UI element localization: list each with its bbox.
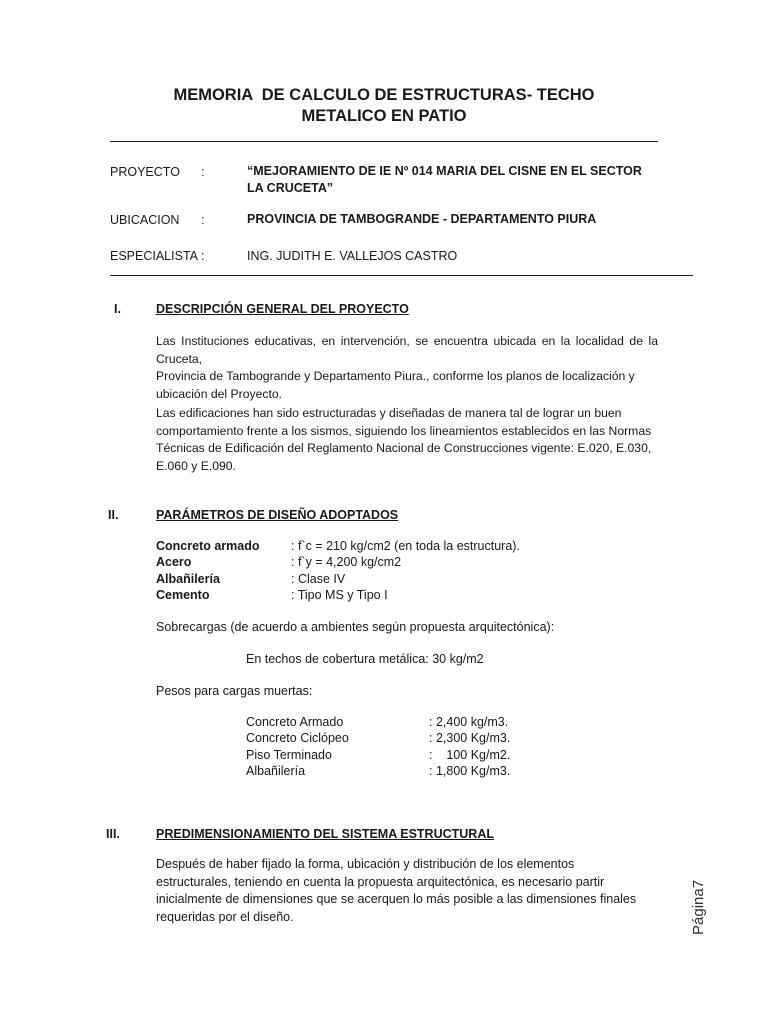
paragraph-line: Técnicas de Edificación del Reglamento Nacional de Construcciones vigente: E.020, E.030, [156, 441, 652, 455]
sobrecargas-intro: Sobrecargas (de acuerdo a ambientes según propuesta arquitectónica): [156, 620, 555, 634]
paragraph-line: E.060 y E.090. [156, 458, 236, 473]
document-title [110, 85, 658, 127]
section-3-paragraph [156, 856, 658, 926]
especialista-colon: : [201, 249, 205, 263]
material-name: Albañilería [156, 571, 220, 586]
title-line-1: MEMORIA DE CALCULO DE ESTRUCTURAS- TECHO [173, 86, 595, 104]
section-3-title: PREDIMENSIONAMIENTO DEL SISTEMA ESTRUCTURAL [156, 827, 494, 841]
ubicacion-label: UBICACION [110, 213, 180, 227]
peso-value: : 2,400 kg/m3. [429, 715, 509, 729]
paragraph-line: Provincia de Tambogrande y Departamento Piura., conforme los planos de localización y [156, 369, 635, 383]
peso-value: : 1,800 Kg/m3. [429, 763, 511, 778]
peso-name: Concreto Armado [246, 715, 344, 729]
peso-row [246, 714, 646, 730]
paragraph-line: Después de haber fijado la forma, ubicación y distribución de los elementos [156, 857, 575, 871]
material-value: : Clase IV [291, 571, 346, 586]
ubicacion-colon: : [201, 213, 205, 227]
proyecto-value-line-1: “MEJORAMIENTO DE IE Nº 014 MARIA DEL CISNE EN EL SECTOR [247, 164, 642, 178]
paragraph-line: Las edificaciones han sido estructuradas y diseñadas de manera tal de lograr un buen [156, 406, 622, 420]
paragraph-line: Las Instituciones educativas, en intervención, se encuentra ubicada en la localidad de la Cruceta, [156, 334, 658, 366]
material-name: Concreto armado [156, 539, 260, 553]
material-name: Acero [156, 555, 192, 570]
section-3-number: III. [106, 827, 120, 841]
peso-value: : 100 Kg/m2. [429, 747, 511, 762]
material-row [156, 587, 676, 603]
pesos-intro: Pesos para cargas muertas: [156, 684, 313, 698]
section-1-title: DESCRIPCIÓN GENERAL DEL PROYECTO [156, 302, 409, 316]
paragraph-line: requeridas por el diseño. [156, 909, 294, 924]
peso-row [246, 747, 646, 763]
material-value: : f`y = 4,200 kg/cm2 [291, 555, 402, 570]
paragraph-line: estructurales, teniendo en cuenta la propuesta arquitectónica, es necesario partir [156, 874, 605, 889]
peso-name: Albañilería [246, 763, 306, 778]
peso-row [246, 730, 646, 746]
paragraph-line: ubicación del Proyecto. [156, 386, 283, 401]
especialista-label: ESPECIALISTA [110, 249, 198, 263]
section-2-number: II. [108, 508, 119, 522]
section-2-title: PARÁMETROS DE DISEÑO ADOPTADOS [156, 508, 399, 522]
section-1-number: I. [114, 302, 121, 316]
material-value: : f`c = 210 kg/cm2 (en toda la estructura). [291, 539, 520, 553]
peso-row [246, 763, 646, 779]
section-1-paragraph-1 [156, 333, 658, 403]
paragraph-line: inicialmente de dimensiones que se acerquen lo más posible a las dimensiones finales [156, 892, 637, 906]
title-divider [110, 141, 658, 142]
pesos-table [246, 714, 646, 779]
sobrecarga-item: En techos de cobertura metálica: 30 kg/m2 [246, 652, 484, 666]
proyecto-value-line-2: LA CRUCETA” [247, 181, 334, 195]
title-line-2: METALICO EN PATIO [301, 107, 467, 125]
section-1-paragraph-2 [156, 405, 658, 475]
page-number-label: Página7 [690, 879, 707, 935]
especialista-value: ING. JUDITH E. VALLEJOS CASTRO [247, 249, 458, 263]
material-row [156, 571, 676, 587]
proyecto-colon: : [201, 165, 205, 179]
proyecto-label: PROYECTO [110, 165, 180, 179]
peso-name: Piso Terminado [246, 747, 332, 762]
materials-table [156, 538, 676, 603]
material-row [156, 538, 676, 554]
peso-name: Concreto Ciclópeo [246, 731, 349, 746]
ubicacion-value: PROVINCIA DE TAMBOGRANDE - DEPARTAMENTO PIURA [247, 212, 597, 226]
material-row [156, 554, 676, 570]
material-name: Cemento [156, 587, 210, 602]
peso-value: : 2,300 Kg/m3. [429, 731, 511, 746]
material-value: : Tipo MS y Tipo I [291, 587, 388, 602]
proyecto-value [247, 163, 667, 197]
paragraph-line: comportamiento frente a los sismos, siguiendo los lineamientos establecidos en las Normas [156, 423, 652, 438]
header-divider [110, 275, 693, 276]
